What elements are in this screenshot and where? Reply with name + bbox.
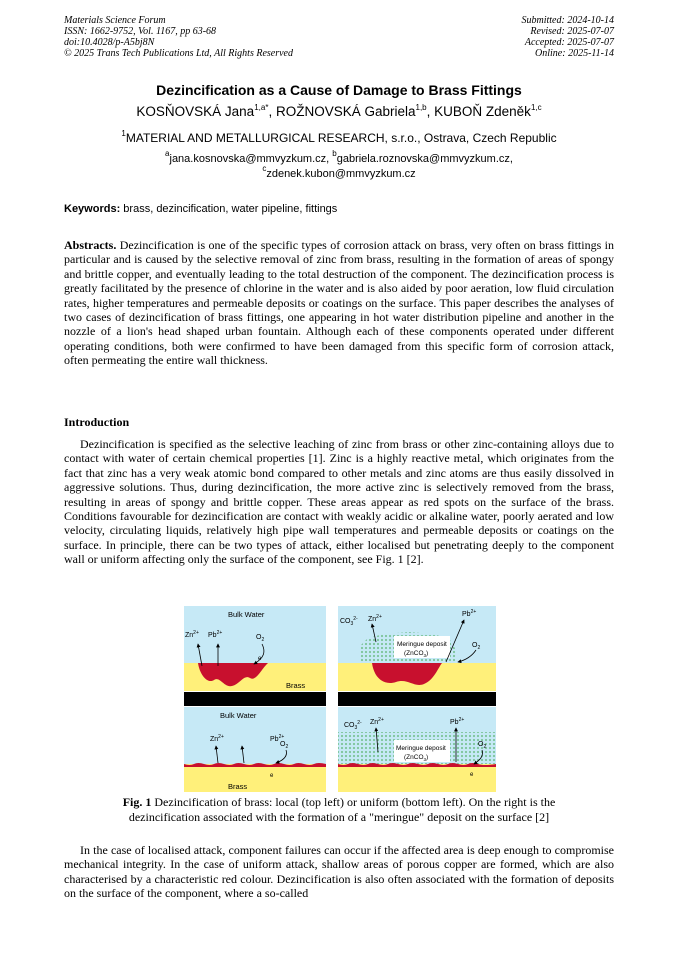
author-name: KUBOŇ Zdeněk	[434, 104, 531, 119]
brass-region	[338, 764, 496, 792]
label-znco3: (ZnCO$_3$)	[404, 650, 429, 658]
abstract	[64, 238, 614, 368]
author-emails	[0, 149, 678, 182]
copyright: © 2025 Trans Tech Publications Ltd, All Rights Reserved	[64, 48, 293, 59]
panel-meringue-uniform	[338, 707, 496, 792]
label-bulk-water: Bulk Water	[220, 711, 257, 720]
email-b[interactable]: gabriela.roznovska@mmvyzkum.cz,	[336, 153, 513, 165]
dates-header	[522, 15, 615, 59]
label-pb-ion: $Pb^{2+}$	[450, 717, 465, 726]
caption-label: Fig. 1	[122, 795, 152, 809]
label-o2: $O_2$	[280, 741, 289, 750]
email-a[interactable]: jana.kosnovska@mmvyzkum.cz,	[169, 153, 333, 165]
affil-sup: 1	[121, 129, 126, 138]
email-c[interactable]: zdenek.kubon@mmvyzkum.cz	[266, 168, 416, 180]
keywords-label: Keywords:	[64, 203, 121, 215]
label-co3-ion: $CO_3^{2-}$	[344, 720, 362, 731]
label-o2: $O_2$	[472, 642, 481, 651]
author-separator: ,	[268, 104, 276, 119]
journal-name: Materials Science Forum	[64, 15, 166, 26]
label-o2: $O_2$	[478, 741, 487, 750]
email-sup: b	[332, 149, 337, 158]
author-affil-sup: 1,c	[530, 103, 542, 112]
author-list	[0, 104, 678, 119]
panel-local-attack	[184, 606, 326, 691]
author-separator: ,	[426, 104, 435, 119]
author-name: KOSŇOVSKÁ Jana	[136, 104, 255, 119]
label-pb-ion: $Pb^{2+}$	[462, 609, 477, 618]
section-heading-introduction: Introduction	[64, 415, 130, 429]
email-sup: c	[262, 164, 267, 173]
label-zn-ion: $Zn^{2+}$	[185, 630, 199, 639]
panel-uniform-attack	[184, 707, 326, 792]
author-affil-sup: 1,b	[415, 103, 427, 112]
figure-1-caption	[64, 795, 614, 825]
figure-1	[184, 606, 496, 794]
author-name: ROŽNOVSKÁ Gabriela	[275, 104, 416, 119]
bar-gap	[326, 692, 338, 706]
label-co3-ion: $CO_3^{2-}$	[340, 616, 358, 627]
author-affil-sup: 1,a*	[254, 103, 269, 112]
label-pb-ion: $Pb^{2+}$	[270, 734, 285, 743]
submitted-date: Submitted: 2024-10-14	[521, 15, 614, 26]
journal-issn: ISSN: 1662-9752, Vol. 1167, pp 63-68	[64, 26, 217, 37]
keywords	[64, 203, 337, 215]
caption-line-2: dezincification associated with the formation of a "meringue" deposit on the surface [2]	[128, 810, 550, 824]
intro-paragraph-1: Dezincification is specified as the selective leaching of zinc from brass or other zinc-containing alloys due to contact with water of certain chemical properties [1]. Zinc is a highly reactive metal, which originates from the fact that zinc has a very weak atomic bond compared to other metals and zinc atoms are thus easily dissolved in aggressive solutions. Thus, during dezincification, the more active zinc is selectively removed from the brass, resulting in areas of spongy and brittle copper. These areas appear as red spots on the surface of the brass. Conditions favourable for dezincification are contact with weakly acidic or alkaline water, poorly aerated and low velocity, circulating liquids, relatively high pipe wall temperatures and permeable deposits or coatings on the surface. In principle, there can be two types of attack, either localised but penetrating deeply to the component wall or uniform affecting only the surface of the component, see Fig. 1 [2].	[64, 437, 614, 567]
panel-meringue-local	[338, 606, 496, 691]
label-electron: e	[258, 656, 262, 662]
label-bulk-water: Bulk Water	[228, 610, 265, 619]
online-date: Online: 2025-11-14	[535, 48, 614, 59]
email-sup: a	[165, 149, 170, 158]
caption-line-1: Dezincification of brass: local (top left) or uniform (bottom left). On the right is the	[151, 795, 556, 809]
label-pb-ion: $Pb^{2+}$	[208, 630, 223, 639]
keywords-text: brass, dezincification, water pipeline, fittings	[120, 203, 338, 215]
label-meringue-deposit: Meringue deposit	[396, 745, 446, 752]
label-o2: $O_2$	[256, 634, 265, 643]
brass-region	[184, 764, 326, 792]
accepted-date: Accepted: 2025-07-07	[524, 37, 614, 48]
abstract-text: Dezincification is one of the specific types of corrosion attack on brass, very often on brass fittings in particular and is caused by the selective removal of zinc from brass, resulting in the formation of areas of spongy and brittle copper, and eventually leading to the total destruction of the component. The dezincification process is greatly facilitated by the presence of chlorine in the water and is also aided by poor aeration, low fluid circulation rates, higher temperatures and permeable deposits or coatings on the surface. This paper describes the analyses of two cases of dezincification of brass fittings, one appearing in hot water distribution pipeline and another in the nozzle of a lion's head shaped urban fountain. Although each of these components operated under different operating conditions, both were confirmed to have been damaged from this specific form of corrosion attack, often permeating the entire wall thickness.	[64, 238, 614, 368]
revised-date: Revised: 2025-07-07	[530, 26, 614, 37]
label-zn-ion: $Zn^{2+}$	[370, 717, 384, 726]
label-meringue-deposit: Meringue deposit	[397, 641, 447, 648]
paper-title: Dezincification as a Cause of Damage to Brass Fittings	[156, 82, 522, 98]
affiliation	[0, 131, 678, 145]
label-zn-ion: $Zn^{2+}$	[210, 734, 224, 743]
abstract-label: Abstracts.	[64, 238, 117, 252]
intro-paragraph-2: In the case of localised attack, component failures can occur if the affected area is deep enough to compromise mechanical integrity. In the case of uniform attack, shallow areas of porous copper are formed, which are also characterised by a characteristic red colour. Dezincification is also often associated with the formation of deposits on the surface of the component, where a so-called	[64, 843, 614, 901]
label-electron: e	[270, 773, 274, 779]
doi-link[interactable]: doi:10.4028/p-A5bj8N	[64, 37, 155, 48]
affil-text: MATERIAL AND METALLURGICAL RESEARCH, s.r.o., Ostrava, Czech Republic	[125, 131, 557, 145]
label-electron: e	[470, 772, 474, 778]
label-znco3: (ZnCO$_3$)	[404, 754, 429, 762]
separator-bar	[184, 692, 496, 706]
label-brass: Brass	[228, 782, 248, 791]
journal-header	[64, 15, 293, 59]
label-brass: Brass	[286, 681, 306, 690]
label-zn-ion: $Zn^{2+}$	[368, 614, 382, 623]
